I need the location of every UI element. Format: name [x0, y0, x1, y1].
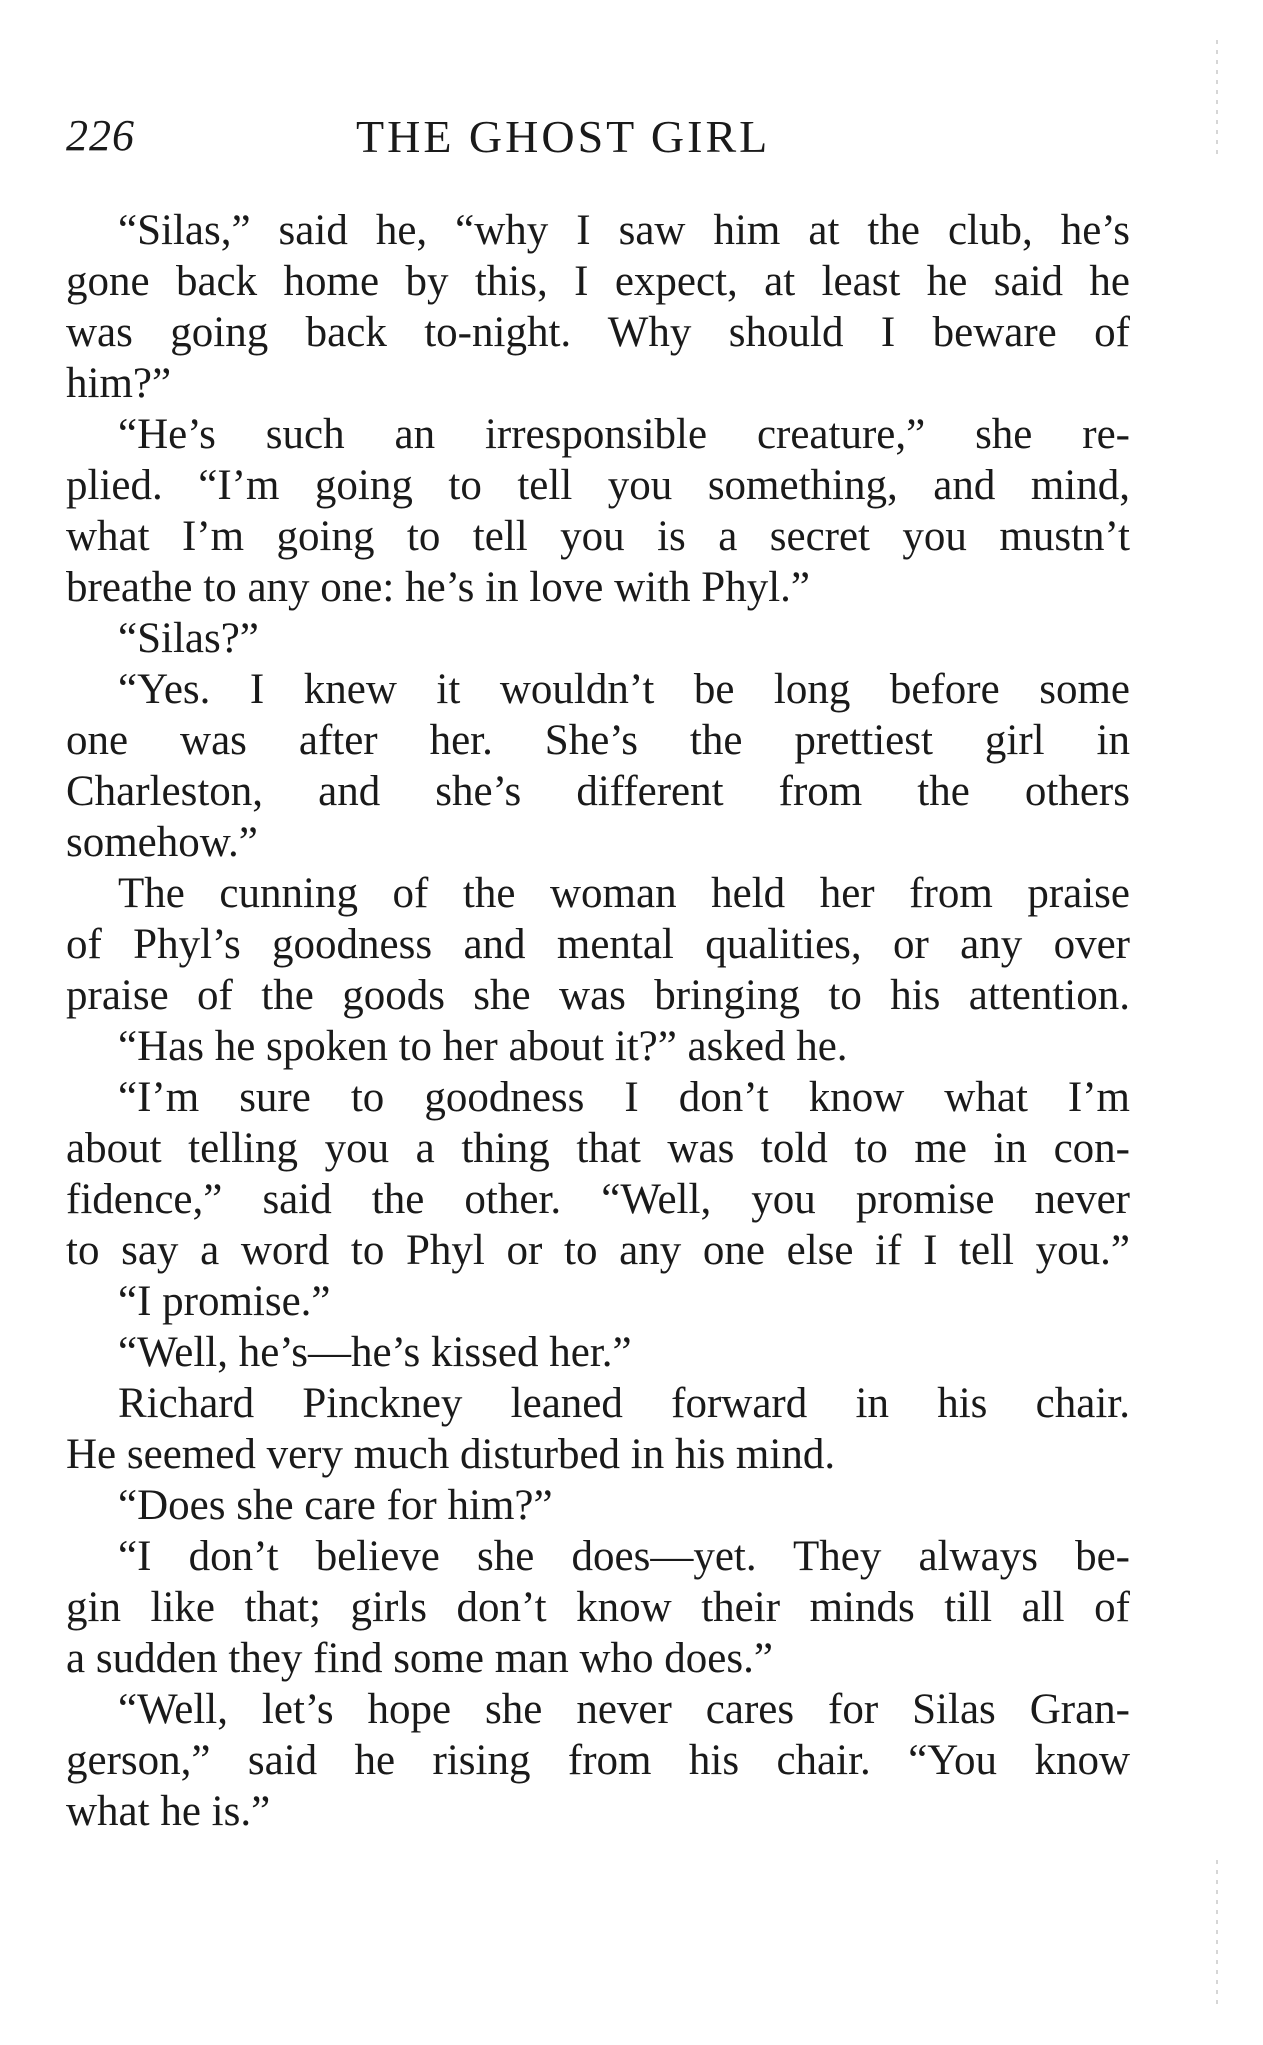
text-line: He seemed very much disturbed in his mind. [66, 1431, 836, 1478]
text-line: “Well, he’s—he’s kissed her.” [118, 1329, 632, 1376]
text-line: was going back to-night. Why should I beware of [66, 309, 1130, 356]
text-line: “Does she care for him?” [118, 1482, 553, 1529]
text-line: fidence,” said the other. “Well, you promise never [66, 1176, 1130, 1223]
text-line: one was after her. She’s the prettiest girl in [66, 717, 1130, 764]
text-line: of Phyl’s goodness and mental qualities, or any over [66, 921, 1130, 968]
text-line: him?” [66, 360, 172, 407]
text-line: what he is.” [66, 1788, 271, 1835]
text-line: about telling you a thing that was told to me in con- [66, 1125, 1130, 1172]
scan-margin-mark [1216, 1860, 1218, 2010]
text-line: “Yes. I knew it wouldn’t be long before some [118, 666, 1130, 713]
text-line: The cunning of the woman held her from praise [118, 870, 1130, 917]
text-line: “Silas?” [118, 615, 259, 662]
text-line: what I’m going to tell you is a secret you mustn’t [66, 513, 1130, 560]
text-line: “He’s such an irresponsible creature,” she re- [118, 411, 1130, 458]
page-number: 226 [66, 111, 135, 160]
text-line: gone back home by this, I expect, at least he said he [66, 258, 1130, 305]
body-text [66, 205, 1130, 1837]
text-line: somehow.” [66, 819, 258, 866]
text-line: plied. “I’m going to tell you something, and mind, [66, 462, 1130, 509]
text-line: “I promise.” [118, 1278, 331, 1325]
text-line: Charleston, and she’s different from the others [66, 768, 1130, 815]
text-line: “Has he spoken to her about it?” asked he. [118, 1023, 848, 1070]
text-line: “I don’t believe she does—yet. They always be- [118, 1533, 1130, 1580]
scan-margin-mark [1216, 40, 1218, 160]
text-line: “I’m sure to goodness I don’t know what I’m [118, 1074, 1130, 1121]
text-line: to say a word to Phyl or to any one else if I tell you.” [66, 1227, 1130, 1274]
text-line: breathe to any one: he’s in love with Phyl.” [66, 564, 810, 611]
text-line: “Well, let’s hope she never cares for Silas Gran- [118, 1686, 1130, 1733]
running-title: THE GHOST GIRL [356, 111, 771, 162]
text-line: “Silas,” said he, “why I saw him at the club, he’s [118, 207, 1130, 254]
text-line: gerson,” said he rising from his chair. “You know [66, 1737, 1130, 1784]
running-head [66, 110, 1130, 170]
text-line: praise of the goods she was bringing to his attention. [66, 972, 1130, 1019]
text-line: Richard Pinckney leaned forward in his chair. [118, 1380, 1130, 1427]
text-line: gin like that; girls don’t know their minds till all of [66, 1584, 1130, 1631]
text-line: a sudden they find some man who does.” [66, 1635, 773, 1682]
